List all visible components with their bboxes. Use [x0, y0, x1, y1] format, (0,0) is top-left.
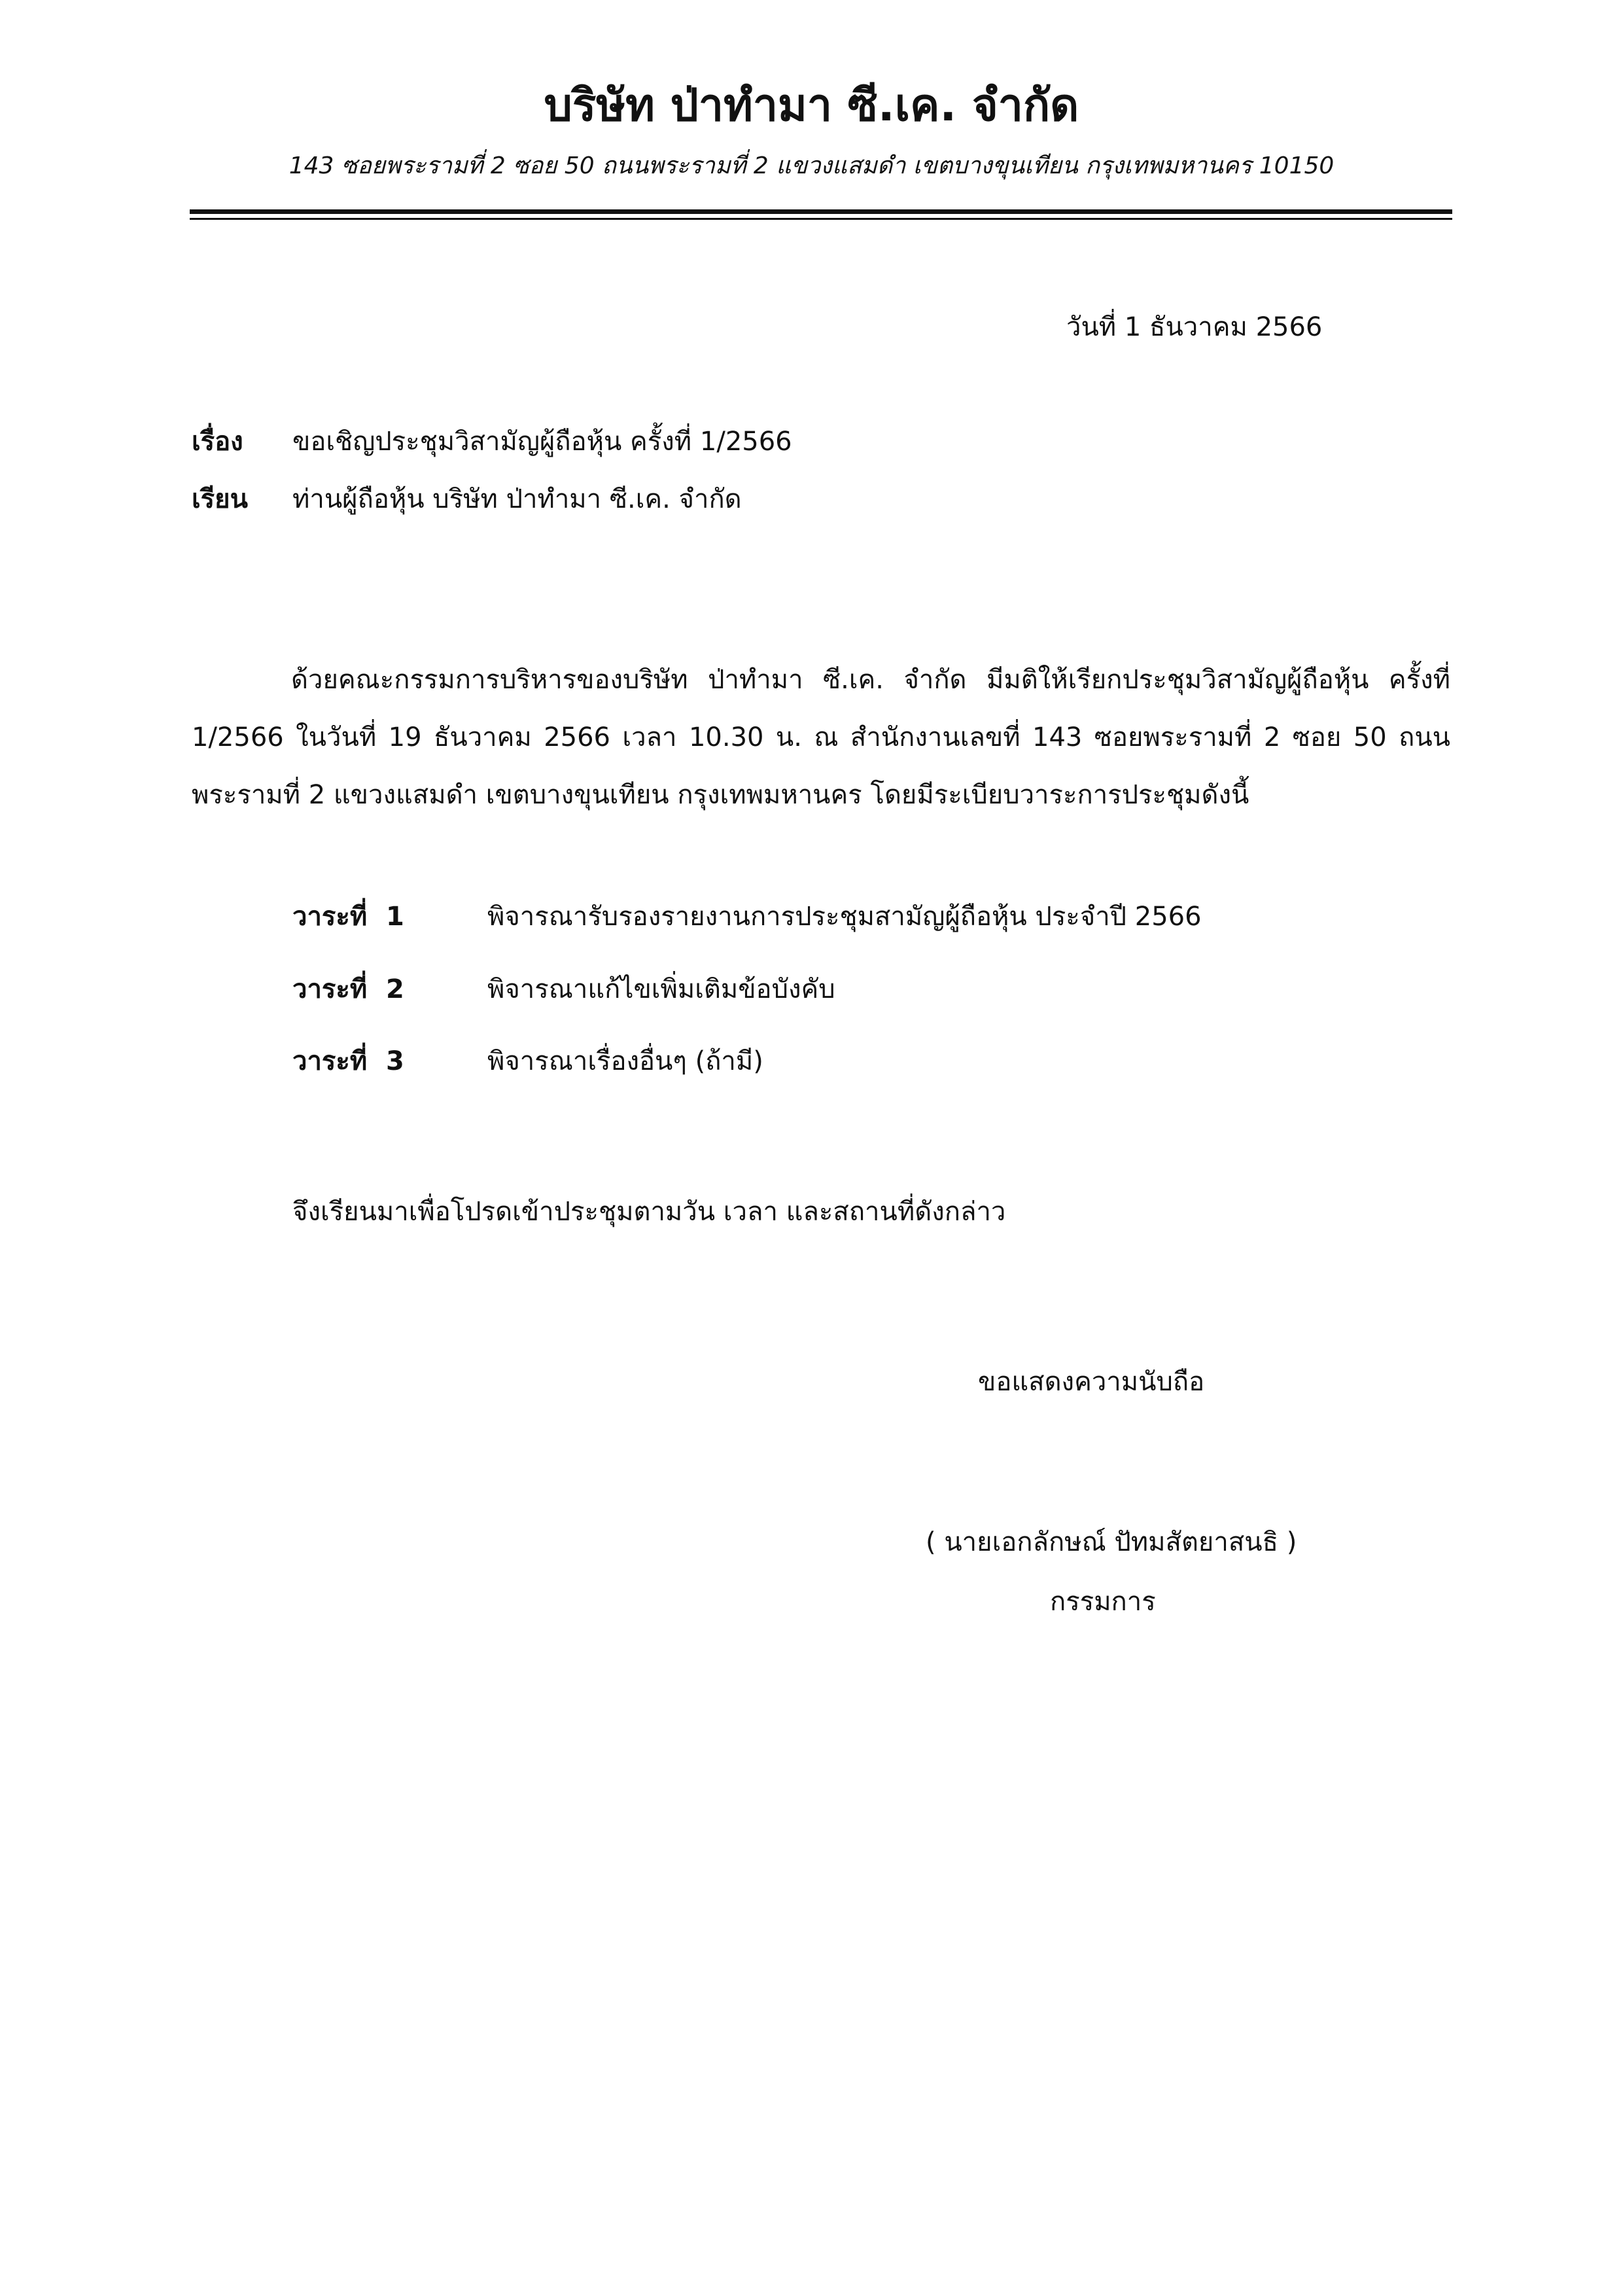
- body-paragraph: ด้วยคณะกรรมการบริหารของบริษัท ป่าทำมา ซี.เค. จำกัด มีมติให้เรียกประชุมวิสามัญผู้ถือหุ้น ครั้งที่ 1/2566 ในวันที่ 19 ธันวาคม 2566 เวลา 10.30 น. ณ สำนักงานเลขที่ 143 ซอยพระรามที่ 2 ซอย 50 ถนนพระรามที่ 2 แขวงแสมดำ เขตบางขุนเทียน กรุงเทพมหานคร โดยมีระเบียบวาระการประชุมดังนี้: [192, 665, 1451, 810]
- company-address: 143 ซอยพระรามที่ 2 ซอย 50 ถนนพระรามที่ 2 แขวงแสมดำ เขตบางขุนเทียน กรุงเทพมหานคร 10150: [288, 152, 1335, 179]
- company-name: บริษัท ป่าทำมา ซี.เค. จำกัด: [544, 80, 1079, 132]
- closing-sentence: จึงเรียนมาเพื่อโปรดเข้าประชุมตามวัน เวลา และสถานที่ดังกล่าว: [292, 1197, 1006, 1227]
- agenda-item-2-number: 2: [386, 974, 404, 1004]
- signer-position: กรรมการ: [1050, 1587, 1156, 1617]
- recipient-label: เรียน: [192, 484, 248, 514]
- subject-label: เรื่อง: [192, 427, 243, 457]
- header-divider-thin: [190, 218, 1452, 220]
- agenda-item-2-text: พิจารณาแก้ไขเพิ่มเติมข้อบังคับ: [487, 974, 835, 1004]
- agenda-item-1-label: วาระที่: [292, 902, 368, 932]
- subject-text: ขอเชิญประชุมวิสามัญผู้ถือหุ้น ครั้งที่ 1/2566: [292, 427, 792, 457]
- recipient-text: ท่านผู้ถือหุ้น บริษัท ป่าทำมา ซี.เค. จำกัด: [292, 484, 742, 514]
- agenda-item-3-text: พิจารณาเรื่องอื่นๆ (ถ้ามี): [487, 1046, 763, 1076]
- agenda-item-1-number: 1: [386, 902, 404, 932]
- letter-date: วันที่ 1 ธันวาคม 2566: [1066, 312, 1323, 342]
- regards: ขอแสดงความนับถือ: [978, 1367, 1205, 1397]
- agenda-item-2-label: วาระที่: [292, 974, 368, 1004]
- agenda-item-1-text: พิจารณารับรองรายงานการประชุมสามัญผู้ถือหุ้น ประจำปี 2566: [487, 902, 1202, 932]
- agenda-item-3-label: วาระที่: [292, 1046, 368, 1076]
- signer-name: ( นายเอกลักษณ์ ปัทมสัตยาสนธิ ): [926, 1527, 1297, 1557]
- header-divider-thick: [190, 209, 1452, 214]
- agenda-item-3-number: 3: [386, 1046, 404, 1076]
